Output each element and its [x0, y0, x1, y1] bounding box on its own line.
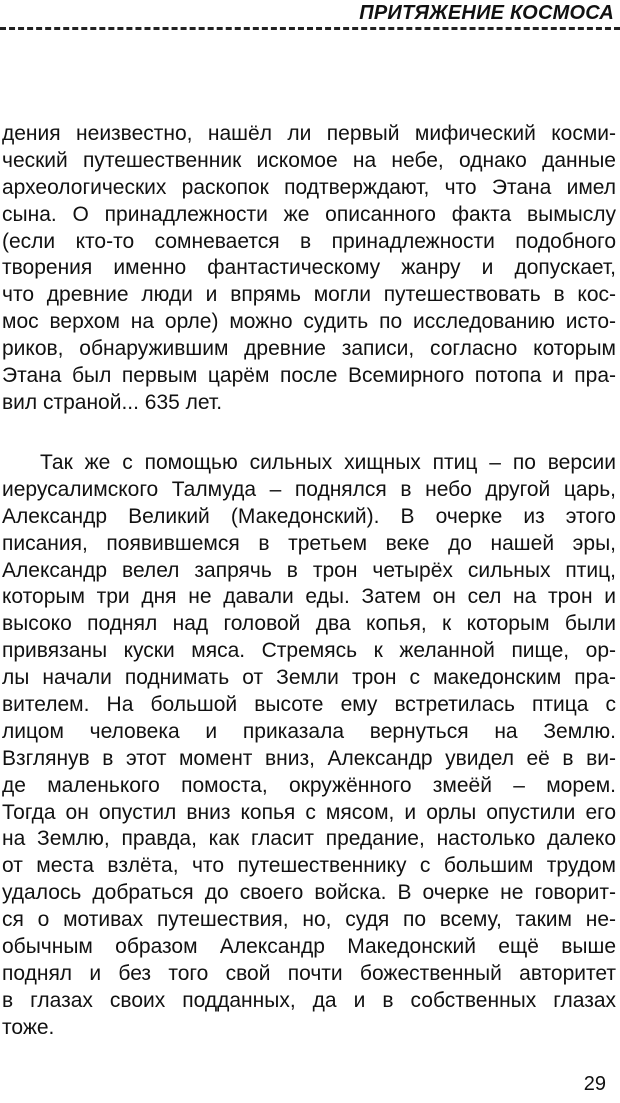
- text-line: Тогда он опустил вниз копья с мясом, и орлы опустили его: [2, 800, 616, 824]
- text-line: ческий путешественник искомое на небе, однако данные: [2, 148, 616, 172]
- text-line: Этана был первым царём после Всемирного потопа и пра-: [2, 364, 616, 388]
- paragraph: [2, 121, 616, 417]
- text-line: лы начали поднимать от Земли трон с македонским пра-: [2, 666, 616, 690]
- text-line: которым три дня не давали еды. Затем он сел на трон и: [2, 585, 616, 609]
- text-line: привязаны куски мяса. Стремясь к желанной пище, ор-: [2, 639, 616, 663]
- text-line: дения неизвестно, нашёл ли первый мифический косми-: [2, 122, 616, 145]
- text-line: мос верхом на орле) можно судить по исследованию исто-: [2, 310, 616, 334]
- text-line: творения именно фантастическому жанру и допускает,: [2, 256, 616, 280]
- paragraph: [2, 450, 616, 1042]
- header-rule: [0, 27, 620, 30]
- text-line: писания, появившемся в третьем веке до нашей эры,: [2, 531, 616, 555]
- page-number: 29: [583, 1073, 606, 1095]
- text-line: риков, обнаружившим древние записи, согласно которым: [2, 337, 616, 361]
- text-line: ся о мотивах путешествия, но, судя по всему, таким не-: [2, 908, 616, 932]
- text-line: вил страной... 635 лет.: [2, 390, 223, 414]
- text-line: поднял и без того свой почти божественный авторитет: [2, 961, 616, 985]
- text-line: на Землю, правда, как гласит предание, настолько далеко: [2, 827, 616, 851]
- text-line: от места взлёта, что путешественнику с большим трудом: [2, 854, 616, 878]
- text-line: обычным образом Александр Македонский ещё выше: [2, 935, 616, 959]
- text-line: удалось добраться до своего войска. В очерке не говорит-: [2, 881, 616, 905]
- text-line: Александр велел запрячь в трон четырёх сильных птиц,: [2, 558, 616, 582]
- text-line: археологических раскопок подтверждают, что Этана имел: [2, 175, 616, 199]
- text-line: де маленького помоста, окружённого змеёй – морем.: [2, 773, 616, 797]
- text-line: сына. О принадлежности же описанного факта вымыслу: [2, 202, 616, 226]
- text-line: лицом человека и приказала вернуться на Землю.: [2, 719, 616, 743]
- text-line: высоко поднял над головой два копья, к которым были: [2, 612, 616, 636]
- text-line: иерусалимского Талмуда – поднялся в небо другой царь,: [2, 477, 616, 501]
- text-line: Александр Великий (Македонский). В очерке из этого: [2, 504, 616, 528]
- text-line: вителем. На большой высоте ему встретилась птица с: [2, 693, 616, 717]
- text-line: тоже.: [2, 1015, 55, 1039]
- text-line: что древние люди и впрямь могли путешествовать в кос-: [2, 283, 616, 307]
- text-line: Так же с помощью сильных хищных птиц – по версии: [40, 451, 616, 474]
- text-line: Взглянув в этот момент вниз, Александр увидел её в ви-: [2, 746, 616, 770]
- text-line: в глазах своих подданных, да и в собственных глазах: [2, 988, 616, 1012]
- running-head: ПРИТЯЖЕНИЕ КОСМОСА: [359, 2, 614, 24]
- text-line: (если кто-то сомневается в принадлежности подобного: [2, 229, 616, 253]
